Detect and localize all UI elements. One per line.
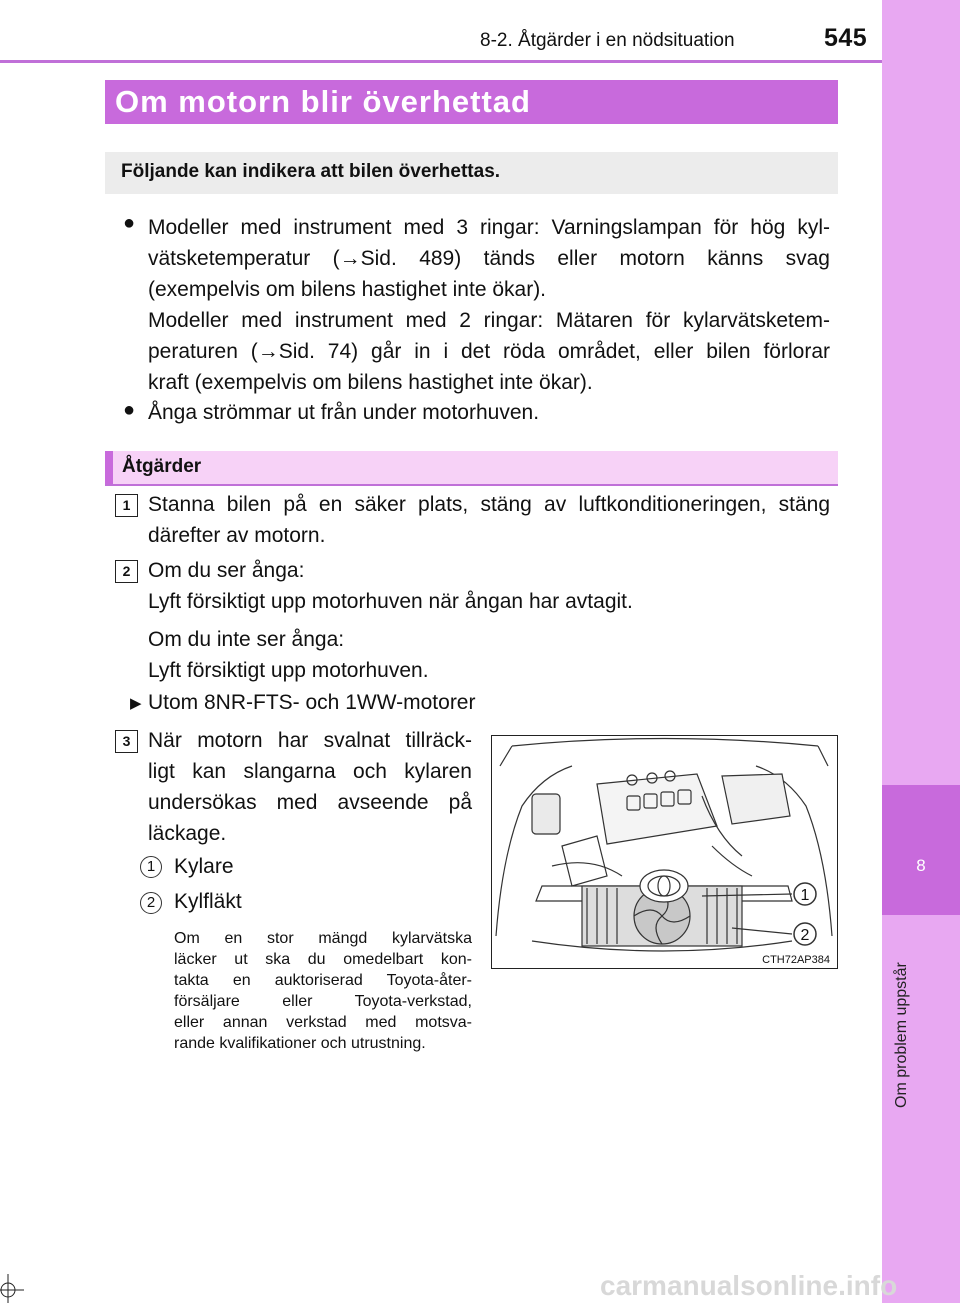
step-number: 2 xyxy=(115,560,138,583)
step-line: ligt kan slangarna och kylaren xyxy=(148,760,472,783)
page-number: 545 xyxy=(824,24,868,52)
actions-heading-accent xyxy=(105,451,113,485)
bullet-line: kraft (exempelvis om bilens hastighet inte ökar). xyxy=(148,371,593,394)
step-line: Lyft försiktigt upp motorhuven. xyxy=(148,659,429,682)
header-rule xyxy=(0,60,882,63)
engine-bay-illustration xyxy=(491,735,838,969)
chapter-label: Om problem uppstår xyxy=(893,962,910,1108)
bullet-icon: ● xyxy=(123,212,136,234)
figure-callout-1 xyxy=(794,883,816,905)
note-line: rande kvalifikationer och utrustning. xyxy=(174,1035,426,1052)
actions-heading-rule xyxy=(105,484,838,486)
bullet-line: Modeller med instrument med 3 ringar: Varningslampan för hög kyl- xyxy=(148,216,830,239)
note-line: Om en stor mängd kylarvätska xyxy=(174,930,472,947)
legend-number: 2 xyxy=(140,892,162,914)
step-text xyxy=(148,725,472,849)
variant-triangle-icon: ▶ xyxy=(130,695,142,712)
section-header: 8-2. Åtgärder i en nödsituation xyxy=(480,30,735,51)
figure-code: CTH72AP384 xyxy=(762,954,830,966)
engine-drawing xyxy=(492,736,836,967)
step-line: därefter av motorn. xyxy=(148,524,326,547)
step-line: läckage. xyxy=(148,822,227,845)
step-line: Stanna bilen på en säker plats, stäng av luftkonditioneringen, stäng xyxy=(148,493,830,516)
step-number: 1 xyxy=(115,494,138,517)
bullet-line: vätsketemperatur (→Sid. 489) tänds eller motorn känns svag xyxy=(148,247,830,270)
bullet-line: (exempelvis om bilens hastighet inte ökar). xyxy=(148,278,547,301)
actions-heading-bar xyxy=(105,451,838,485)
watermark: carmanualsonline.info xyxy=(600,1270,898,1301)
step-line: Lyft försiktigt upp motorhuven när ångan har avtagit. xyxy=(148,590,633,613)
step-line: Om du ser ånga: xyxy=(148,559,305,582)
step-number: 3 xyxy=(115,730,138,753)
bullet-line: Modeller med instrument med 2 ringar: Mätaren för kylarvätsketem- xyxy=(148,309,830,332)
note-line: läcker ut ska du omedelbart kon- xyxy=(174,951,472,968)
warning-note xyxy=(174,928,472,1054)
step-line: undersökas med avseende på xyxy=(148,791,472,814)
legend-label: Kylare xyxy=(174,855,234,878)
chapter-marker xyxy=(882,785,960,915)
bullet-line: peraturen (→Sid. 74) går in i det röda området, eller bilen förlorar xyxy=(148,340,830,363)
actions-heading: Åtgärder xyxy=(122,456,202,477)
bullet-paragraph xyxy=(148,212,830,398)
note-line: försäljare eller Toyota-verkstad, xyxy=(174,993,472,1010)
legend-label: Kylfläkt xyxy=(174,890,242,913)
step-line: När motorn har svalnat tillräck- xyxy=(148,729,472,752)
engine-variant: Utom 8NR-FTS- och 1WW-motorer xyxy=(148,691,476,714)
note-line: takta en auktoriserad Toyota-åter- xyxy=(174,972,472,989)
svg-text:1: 1 xyxy=(800,887,810,904)
svg-text:2: 2 xyxy=(800,927,810,944)
chapter-number: 8 xyxy=(916,856,926,875)
step-text xyxy=(148,489,830,551)
note-line: eller annan verkstad med motsva- xyxy=(174,1014,472,1031)
page-title: Om motorn blir överhettad xyxy=(115,84,531,119)
bullet-paragraph: Ånga strömmar ut från under motorhuven. xyxy=(148,401,540,424)
figure-callout-2 xyxy=(794,923,816,945)
bullet-icon: ● xyxy=(123,399,136,421)
step-line: Om du inte ser ånga: xyxy=(148,628,345,651)
intro-text: Följande kan indikera att bilen överhettas. xyxy=(121,161,501,182)
legend-number: 1 xyxy=(140,856,162,878)
step-text xyxy=(148,555,633,686)
